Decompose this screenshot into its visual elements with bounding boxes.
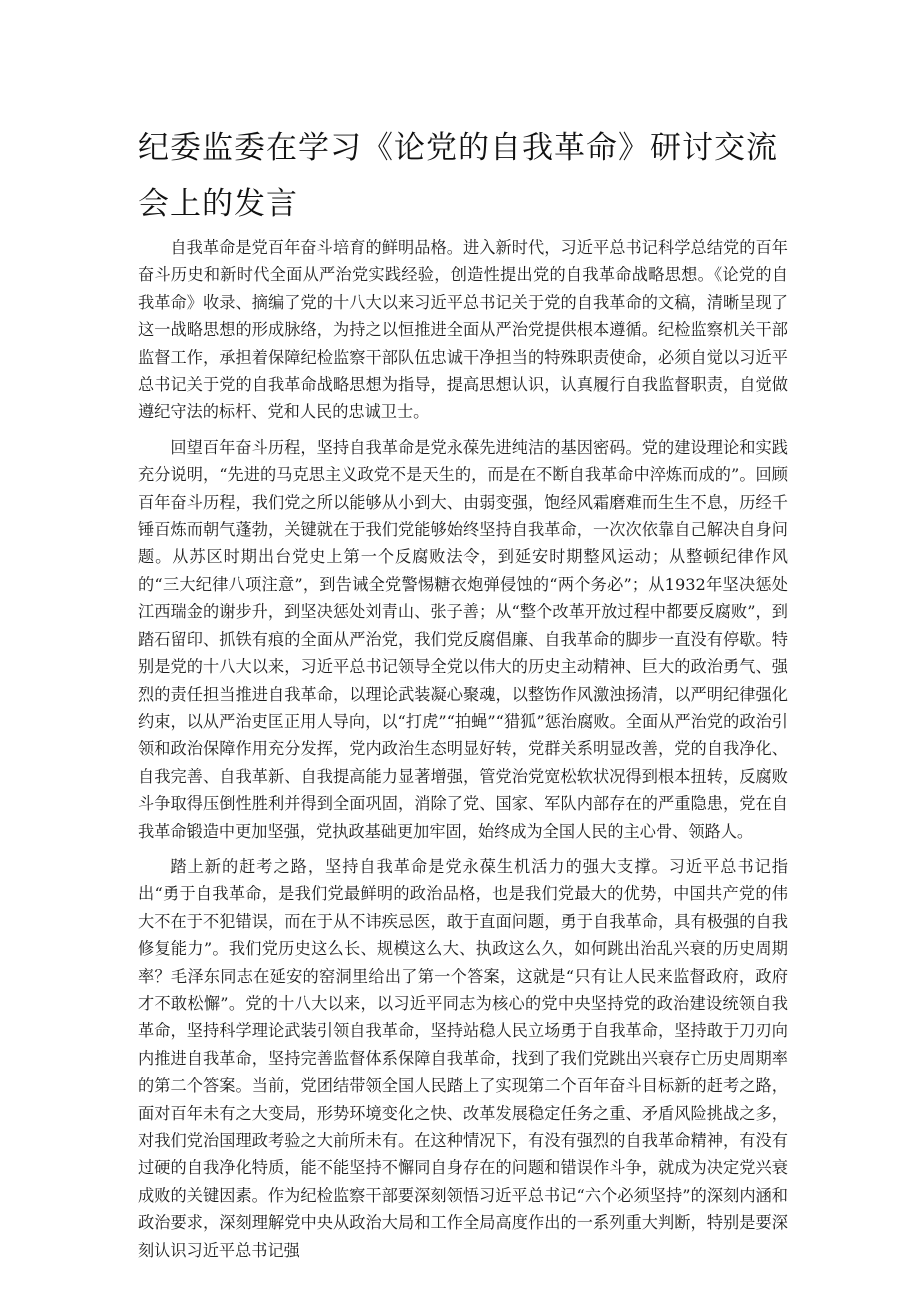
paragraph-3: 踏上新的赶考之路，坚持自我革命是党永葆生机活力的强大支撑。习近平总书记指出“勇于自我革命，是我们党最鲜明的政治品格，也是我们党最大的优势，中国共产党的伟大不在于不犯错误，而在于从不讳疾忌医，敢于直面问题，勇于自我革命，具有极强的自我修复能力”。我们党历史这么长、规模这么大、执政这么久，如何跳出治乱兴衰的历史周期率？毛泽东同志在延安的窑洞里给出了第一个答案，这就是“只有让人民来监督政府，政府才不敢松懈”。党的十八大以来，以习近平同志为核心的党中央坚持党的政治建设统领自我革命，坚持科学理论武装引领自我革命，坚持站稳人民立场勇于自我革命，坚持敢于刀刃向内推进自我革命，坚持完善监督体系保障自我革命，找到了我们党跳出兴衰存亡历史周期率的第二个答案。当前，党团结带领全国人民踏上了实现第二个百年奋斗目标新的赶考之路，面对百年未有之大变局，形势环境变化之快、改革发展稳定任务之重、矛盾风险挑战之多，对我们党治国理政考验之大前所未有。在这种情况下，有没有强烈的自我革命精神，有没有过硬的自我净化特质，能不能坚持不懈同自身存在的问题和错误作斗争，就成为决定党兴衰成败的关键因素。作为纪检监察干部要深刻领悟习近平总书记“六个必须坚持”的深刻内涵和政治要求，深刻理解党中央从政治大局和工作全局高度作出的一系列重大判断，特别是要深刻认识习近平总书记强	[138, 856, 788, 1260]
paragraph-2: 回望百年奋斗历程，坚持自我革命是党永葆先进纯洁的基因密码。党的建设理论和实践充分说明，“先进的马克思主义政党不是天生的，而是在不断自我革命中淬炼而成的”。回顾百年奋斗历程，我们党之所以能够从小到大、由弱变强，饱经风霜磨难而生生不息，历经千锤百炼而朝气蓬勃，关键就在于我们党能够始终坚持自我革命，一次次依靠自己解决自身问题。从苏区时期出台党史上第一个反腐败法令，到延安时期整风运动；从整顿纪律作风的“三大纪律八项注意”，到告诫全党警惕糖衣炮弹侵蚀的“两个务必”；从1932年坚决惩处江西瑞金的谢步升，到坚决惩处刘青山、张子善；从“整个改革开放过程中都要反腐败”，到踏石留印、抓铁有痕的全面从严治党，我们党反腐倡廉、自我革命的脚步一直没有停歇。特别是党的十八大以来，习近平总书记领导全党以伟大的历史主动精神、巨大的政治勇气、强烈的责任担当推进自我革命，以理论武装凝心聚魂，以整饬作风激浊扬清，以严明纪律强化约束，以从严治吏匡正用人导向，以“打虎”“拍蝇”“猎狐”惩治腐败。全面从严治党的政治引领和政治保障作用充分发挥，党内政治生态明显好转，党群关系明显改善，党的自我净化、自我完善、自我革新、自我提高能力显著增强，管党治党宽松软状况得到根本扭转，反腐败斗争取得压倒性胜利并得到全面巩固，消除了党、国家、军队内部存在的严重隐患，党在自我革命锻造中更加坚强，党执政基础更加牢固，始终成为全国人民的主心骨、领路人。	[138, 437, 788, 841]
document-body	[138, 234, 788, 1272]
paragraph-1: 自我革命是党百年奋斗培育的鲜明品格。进入新时代，习近平总书记科学总结党的百年奋斗历史和新时代全面从严治党实践经验，创造性提出党的自我革命战略思想。《论党的自我革命》收录、摘编了党的十八大以来习近平总书记关于党的自我革命的文稿，清晰呈现了这一战略思想的形成脉络，为持之以恒推进全面从严治党提供根本遵循。纪检监察机关干部监督工作，承担着保障纪检监察干部队伍忠诚干净担当的特殊职责使命，必须自觉以习近平总书记关于党的自我革命战略思想为指导，提高思想认识，认真履行自我监督职责，自觉做遵纪守法的标杆、党和人民的忠诚卫士。	[138, 238, 788, 422]
document-title: 纪委监委在学习《论党的自我革命》研讨交流会上的发言	[138, 130, 778, 222]
